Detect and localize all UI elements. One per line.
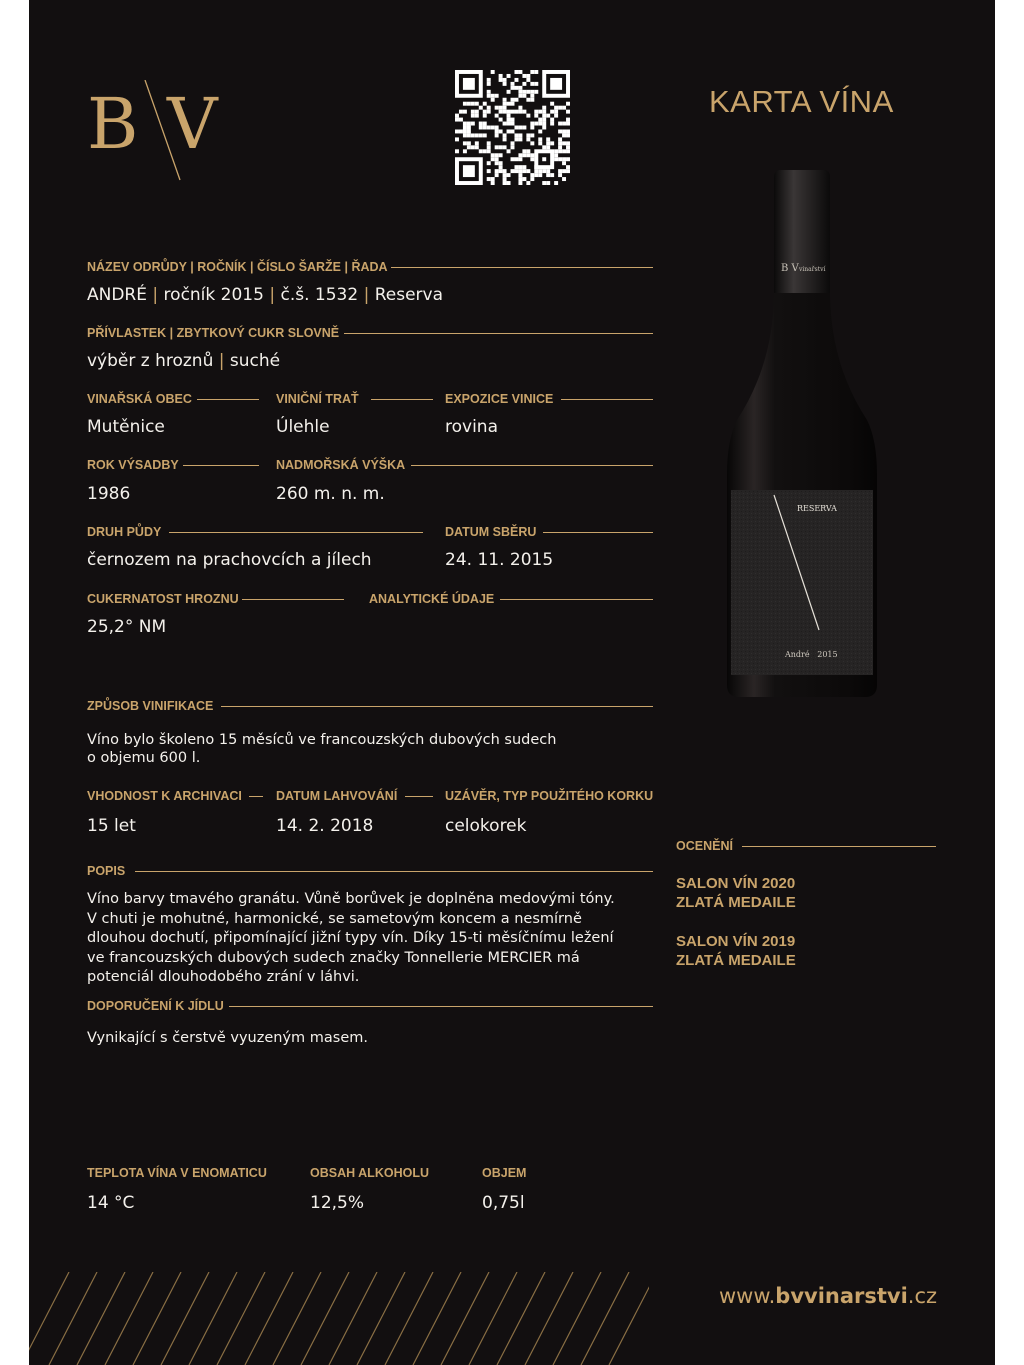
- archive-value: 15 let: [87, 816, 136, 836]
- attribute-value: výběr z hroznů | suché: [87, 351, 281, 371]
- website-link[interactable]: www.bvvinarstvi.cz: [719, 1284, 938, 1308]
- food-label: DOPORUČENÍ K JÍDLU: [87, 999, 224, 1013]
- card-title: KARTA VÍNA: [709, 84, 894, 119]
- wine-bottle-image: [719, 165, 889, 705]
- wine-card: [29, 0, 995, 1365]
- divider: [561, 399, 653, 400]
- bv-logo-icon: [85, 80, 235, 185]
- divider: [242, 599, 344, 600]
- divider: [249, 796, 263, 797]
- svg-text:V: V: [167, 83, 218, 165]
- variety-value: ANDRÉ | ročník 2015 | č.š. 1532 | Reserva: [87, 285, 443, 305]
- closure-label: UZÁVĚR, TYP POUŽITÉHO KORKU: [445, 789, 654, 803]
- food-value: Vynikající s čerstvě vyuzeným masem.: [87, 1030, 369, 1046]
- svg-text:RESERVA: RESERVA: [797, 504, 837, 513]
- divider: [169, 532, 423, 533]
- altitude-label: NADMOŘSKÁ VÝŠKA: [276, 458, 406, 472]
- vinification-label: ZPŮSOB VINIFIKACE: [87, 699, 214, 713]
- svg-text:vinařství: vinařství: [799, 266, 826, 273]
- svg-text:André 2015: André 2015: [785, 650, 838, 659]
- exposure-value: rovina: [445, 417, 498, 437]
- award-item: SALON VÍN 2020 ZLATÁ MEDAILE: [676, 875, 796, 911]
- divider: [344, 333, 653, 334]
- divider: [197, 399, 259, 400]
- description-label: POPIS: [87, 864, 126, 878]
- divider: [135, 871, 653, 872]
- soil-label: DRUH PŮDY: [87, 525, 162, 539]
- vineyard-value: Úlehle: [276, 417, 330, 437]
- village-value: Mutěnice: [87, 417, 165, 437]
- vineyard-label: VINIČNÍ TRAŤ: [276, 392, 359, 406]
- planting-value: 1986: [87, 484, 131, 504]
- decorative-stripes: [29, 1272, 649, 1365]
- divider: [183, 465, 259, 466]
- divider: [391, 267, 653, 268]
- bottling-value: 14. 2. 2018: [276, 816, 374, 836]
- award-item: SALON VÍN 2019 ZLATÁ MEDAILE: [676, 933, 796, 969]
- temperature-value: 14 °C: [87, 1193, 135, 1213]
- divider: [543, 532, 653, 533]
- divider: [742, 846, 936, 847]
- divider: [229, 1006, 653, 1007]
- harvest-label: DATUM SBĚRU: [445, 525, 537, 539]
- svg-text:B: B: [87, 83, 139, 165]
- village-label: VINAŘSKÁ OBEC: [87, 392, 192, 406]
- divider: [221, 706, 653, 707]
- volume-value: 0,75l: [482, 1193, 525, 1213]
- volume-label: OBJEM: [482, 1166, 527, 1180]
- divider: [411, 465, 653, 466]
- harvest-value: 24. 11. 2015: [445, 550, 554, 570]
- exposure-label: EXPOZICE VINICE: [445, 392, 554, 406]
- alcohol-value: 12,5%: [310, 1193, 365, 1213]
- sugar-content-value: 25,2° NM: [87, 617, 167, 637]
- qr-code-icon[interactable]: [455, 70, 570, 185]
- planting-label: ROK VÝSADBY: [87, 458, 179, 472]
- altitude-value: 260 m. n. m.: [276, 484, 385, 504]
- vinification-text: Víno bylo školeno 15 měsíců ve francouzských dubových sudech o objemu 600 l.: [87, 732, 557, 766]
- divider: [405, 796, 433, 797]
- alcohol-label: OBSAH ALKOHOLU: [310, 1166, 429, 1180]
- bottling-label: DATUM LAHVOVÁNÍ: [276, 789, 398, 803]
- attribute-label: PŘÍVLASTEK | ZBYTKOVÝ CUKR SLOVNĚ: [87, 326, 340, 340]
- variety-label: NÁZEV ODRŮDY | ROČNÍK | ČÍSLO ŠARŽE | ŘADA: [87, 260, 388, 274]
- closure-value: celokorek: [445, 816, 527, 836]
- analytics-label: ANALYTICKÉ ÚDAJE: [369, 592, 495, 606]
- awards-label: OCENĚNÍ: [676, 839, 733, 853]
- divider: [371, 399, 433, 400]
- svg-text:B V: B V: [781, 263, 799, 274]
- divider: [500, 599, 653, 600]
- archive-label: VHODNOST K ARCHIVACI: [87, 789, 242, 803]
- soil-value: černozem na prachovcích a jílech: [87, 550, 372, 570]
- sugar-content-label: CUKERNATOST HROZNU: [87, 592, 239, 606]
- temperature-label: TEPLOTA VÍNA V ENOMATICU: [87, 1166, 267, 1180]
- description-text: Víno barvy tmavého granátu. Vůně borůvek je doplněna medovými tóny. V chuti je mohutné, harmonické, se sametovým koncem a nesmírně dlouhou dochutí, připomínající jižní typy vín. Díky 15-ti měsíčnímu ležení ve francouzských dubových sudech značky Tonnellerie MERCIER má potenciál dlouhodobého zrání v láhvi.: [87, 891, 615, 985]
